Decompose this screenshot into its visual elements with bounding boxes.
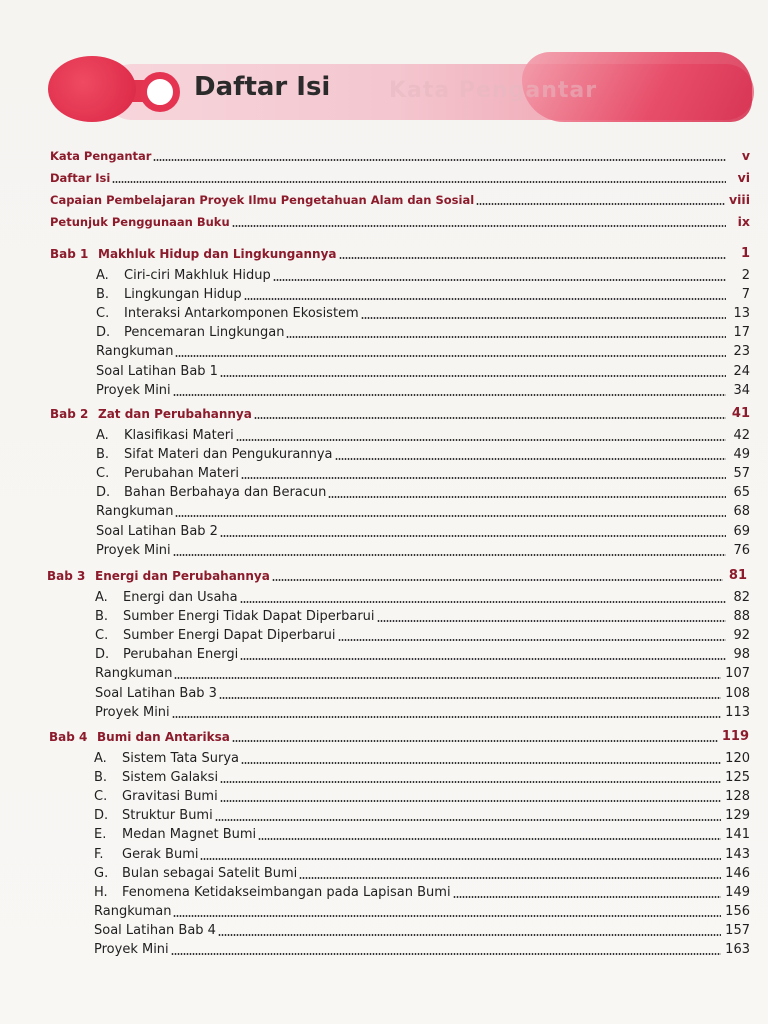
dot-leader [476,203,725,205]
page-number: vi [737,170,750,185]
entry-title: Daftar Isi [50,171,111,185]
chapter-number: Bab 1 [50,247,89,261]
page-number: ix [737,214,750,229]
section-letter: A. [96,428,109,443]
dot-leader [241,477,726,479]
page-number: 76 [733,543,750,558]
toc-extra-item-label [94,942,169,958]
page-number: 68 [733,504,750,519]
dot-leader [153,159,726,161]
page-number: 24 [733,364,750,379]
toc-extra-item[interactable] [94,921,750,939]
toc-extra-item-label [95,705,170,721]
section-title: Perubahan Materi [124,466,239,481]
page-number: 141 [725,827,750,842]
dot-leader [299,877,721,879]
page-number: 2 [741,268,750,283]
dot-leader [175,515,726,517]
section-title: Ciri-ciri Makhluk Hidup [124,268,271,283]
section-title: Medan Magnet Bumi [122,827,257,842]
banner-blob-decoration [48,56,136,122]
dot-leader [215,819,721,821]
extra-title: Soal Latihan Bab 1 [96,364,218,379]
dot-leader [172,716,722,718]
page-number: 7 [741,287,750,302]
dot-leader [339,257,727,259]
section-letter: B. [96,447,110,462]
page-number: 125 [725,770,750,785]
page-number: 41 [731,406,750,421]
dot-leader [173,915,721,917]
dot-leader [286,336,726,338]
toc-section-item[interactable] [94,768,750,786]
section-letter: B. [94,770,108,785]
toc-front-item-label [50,170,110,186]
toc-section-item[interactable] [96,285,750,303]
toc-chapter-heading-label [49,729,230,745]
toc-chapter-heading-label [47,568,270,584]
section-title: Sistem Galaksi [122,770,219,785]
toc-extra-item[interactable] [96,362,750,380]
extra-title: Soal Latihan Bab 4 [94,923,216,938]
banner-ghost-text: Kata Pengantar [389,78,598,103]
chapter-title: Energi dan Perubahannya [95,569,270,583]
dot-leader [174,677,721,679]
toc-section-item[interactable] [96,464,750,482]
page-number: 69 [733,524,750,539]
section-title: Sistem Tata Surya [122,751,239,766]
dot-leader [254,417,726,419]
toc-section-item[interactable] [94,787,750,805]
toc-front-item-label [50,214,230,230]
section-title: Bahan Berbahaya dan Beracun [124,485,327,500]
toc-chapter-heading[interactable] [49,727,749,745]
section-title: Gravitasi Bumi [122,789,218,804]
toc-section-item-label [96,306,359,322]
toc-extra-item[interactable] [94,940,750,958]
page-number: 57 [733,466,750,481]
page-number: 13 [733,306,750,321]
section-letter: A. [96,268,109,283]
section-letter: D. [95,647,110,662]
toc-chapter-heading-label [50,406,252,422]
dot-leader [338,639,726,641]
toc-extra-item-label [96,383,171,399]
dot-leader [220,800,721,802]
section-letter: C. [96,306,110,321]
extra-title: Proyek Mini [96,543,171,558]
extra-title: Rangkuman [94,904,172,919]
chapter-number: Bab 2 [50,407,89,421]
chapter-number: Bab 3 [47,569,86,583]
page-number: 113 [725,705,750,720]
page-number: 120 [725,751,750,766]
toc-section-item-label [95,647,238,663]
page-number: 146 [725,866,750,881]
page-number: 23 [733,344,750,359]
toc-extra-item-label [96,364,218,380]
toc-section-item-label [94,770,218,786]
page-number: 1 [740,246,750,261]
toc-front-item[interactable] [50,212,750,230]
page-number: 92 [733,628,750,643]
toc-chapter-heading[interactable] [47,566,747,584]
toc-section-item-label [94,751,239,767]
toc-extra-item[interactable] [94,902,750,920]
page-number: 88 [733,609,750,624]
toc-section-item-label [95,590,238,606]
dot-leader [244,298,726,300]
toc-section-item[interactable] [95,588,750,606]
page-number: 156 [725,904,750,919]
toc-extra-item-label [94,904,171,920]
dot-leader [328,496,726,498]
dot-leader [236,439,726,441]
section-title: Fenomena Ketidakseimbangan pada Lapisan Bumi [122,885,451,900]
dot-leader [335,458,726,460]
toc-section-item[interactable] [96,323,750,341]
dot-leader [240,658,726,660]
dot-leader [272,579,723,581]
section-title: Energi dan Usaha [123,590,238,605]
entry-title: Petunjuk Penggunaan Buku [50,215,230,229]
toc-section-item-label [95,628,336,644]
toc-extra-item[interactable] [96,522,750,540]
toc-section-item-label [94,808,213,824]
toc-section-item[interactable] [94,845,750,863]
dot-leader [220,535,726,537]
page-number: 128 [725,789,750,804]
section-title: Lingkungan Hidup [124,287,242,302]
dot-leader [232,225,726,227]
header-banner [44,50,756,128]
page-number: 107 [725,666,750,681]
page-number: 98 [733,647,750,662]
dot-leader [171,953,722,955]
chapter-title: Bumi dan Antariksa [97,730,230,744]
page-number: 42 [733,428,750,443]
dot-leader [453,896,722,898]
extra-title: Proyek Mini [96,383,171,398]
toc-section-item[interactable] [94,883,750,901]
toc-section-item-label [96,466,239,482]
toc-front-item[interactable] [50,168,750,186]
chapter-title: Makhluk Hidup dan Lingkungannya [98,247,337,261]
toc-section-item-label [94,847,198,863]
section-letter: B. [96,287,110,302]
section-title: Pencemaran Lingkungan [124,325,285,340]
section-letter: D. [96,485,111,500]
toc-section-item-label [96,287,242,303]
dot-leader [258,838,721,840]
toc-section-item-label [94,885,451,901]
page-number: 129 [725,808,750,823]
extra-title: Soal Latihan Bab 2 [96,524,218,539]
section-letter: F. [94,847,104,862]
section-title: Interaksi Antarkomponen Ekosistem [124,306,359,321]
toc-extra-item[interactable] [96,502,750,520]
page-number: 143 [725,847,750,862]
toc-section-item[interactable] [94,806,750,824]
toc-front-item[interactable] [50,190,750,208]
toc-chapter-heading[interactable] [50,404,750,422]
extra-title: Proyek Mini [95,705,170,720]
page-number: 17 [733,325,750,340]
dot-leader [112,181,726,183]
dot-leader [273,279,726,281]
toc-front-item-label [50,148,151,164]
section-letter: E. [94,827,107,842]
page-number: 49 [733,447,750,462]
toc-section-item[interactable] [96,483,750,501]
toc-section-item[interactable] [95,645,750,663]
toc-section-item-label [96,325,284,341]
extra-title: Rangkuman [96,344,174,359]
toc-section-item-label [96,485,326,501]
dot-leader [220,375,726,377]
toc-section-item-label [95,609,375,625]
toc-extra-item[interactable] [95,703,750,721]
toc-section-item-label [94,866,297,882]
toc-extra-item[interactable] [95,684,750,702]
page-number: 108 [725,686,750,701]
chapter-number: Bab 4 [49,730,88,744]
toc-front-item-label [50,192,474,208]
toc-section-item[interactable] [96,426,750,444]
toc-extra-item-label [96,543,171,559]
section-title: Sumber Energi Tidak Dapat Diperbarui [123,609,375,624]
extra-title: Rangkuman [96,504,174,519]
section-title: Gerak Bumi [122,847,199,862]
section-letter: D. [94,808,109,823]
extra-title: Proyek Mini [94,942,169,957]
dot-leader [175,355,726,357]
toc-extra-item-label [96,344,173,360]
dot-leader [200,858,721,860]
toc-extra-item-label [96,504,173,520]
toc-extra-item[interactable] [96,541,750,559]
toc-section-item[interactable] [96,445,750,463]
banner-ring-icon [140,72,180,112]
toc-section-item[interactable] [95,626,750,644]
dot-leader [232,740,718,742]
toc-section-item[interactable] [94,749,750,767]
section-letter: C. [96,466,110,481]
entry-title: Capaian Pembelajaran Proyek Ilmu Pengetahuan Alam dan Sosial [50,193,475,207]
toc-section-item-label [94,789,218,805]
toc-extra-item[interactable] [96,342,750,360]
page-title: Daftar Isi [194,72,331,102]
dot-leader [220,781,721,783]
toc-extra-item-label [94,923,216,939]
section-letter: A. [94,751,107,766]
toc-section-item[interactable] [96,266,750,284]
section-letter: D. [96,325,111,340]
dot-leader [241,762,721,764]
page-number: viii [728,192,750,207]
section-letter: B. [95,609,109,624]
toc-extra-item[interactable] [95,664,750,682]
page-number: 119 [721,729,749,744]
section-letter: H. [94,885,108,900]
page-number: 149 [725,885,750,900]
toc-section-item-label [94,827,256,843]
toc-section-item-label [96,268,271,284]
page-number: 65 [733,485,750,500]
toc-section-item[interactable] [95,607,750,625]
page-number: 82 [733,590,750,605]
toc-extra-item-label [95,686,217,702]
dot-leader [173,394,726,396]
toc-extra-item-label [96,524,218,540]
toc-chapter-heading[interactable] [50,244,750,262]
dot-leader [361,317,726,319]
toc-extra-item[interactable] [96,381,750,399]
section-title: Bulan sebagai Satelit Bumi [122,866,298,881]
section-letter: C. [95,628,109,643]
toc-section-item[interactable] [96,304,750,322]
dot-leader [377,620,726,622]
toc-section-item[interactable] [94,825,750,843]
section-letter: A. [95,590,108,605]
toc-extra-item-label [95,666,172,682]
toc-section-item-label [96,428,234,444]
toc-chapter-heading-label [50,246,337,262]
dot-leader [219,697,721,699]
dot-leader [240,601,726,603]
dot-leader [218,934,721,936]
entry-title: Kata Pengantar [50,149,152,163]
chapter-title: Zat dan Perubahannya [98,407,252,421]
toc-section-item[interactable] [94,864,750,882]
section-title: Sumber Energi Dapat Diperbarui [123,628,336,643]
page-number: 81 [728,568,747,583]
page-number: v [741,148,750,163]
extra-title: Soal Latihan Bab 3 [95,686,217,701]
toc-front-item[interactable] [50,146,750,164]
page-number: 34 [733,383,750,398]
section-title: Klasifikasi Materi [124,428,234,443]
section-title: Struktur Bumi [122,808,213,823]
section-title: Sifat Materi dan Pengukurannya [124,447,333,462]
page-number: 163 [725,942,750,957]
section-title: Perubahan Energi [123,647,239,662]
extra-title: Rangkuman [95,666,173,681]
page-number: 157 [725,923,750,938]
section-letter: C. [94,789,108,804]
toc-section-item-label [96,447,333,463]
dot-leader [173,554,726,556]
section-letter: G. [94,866,109,881]
